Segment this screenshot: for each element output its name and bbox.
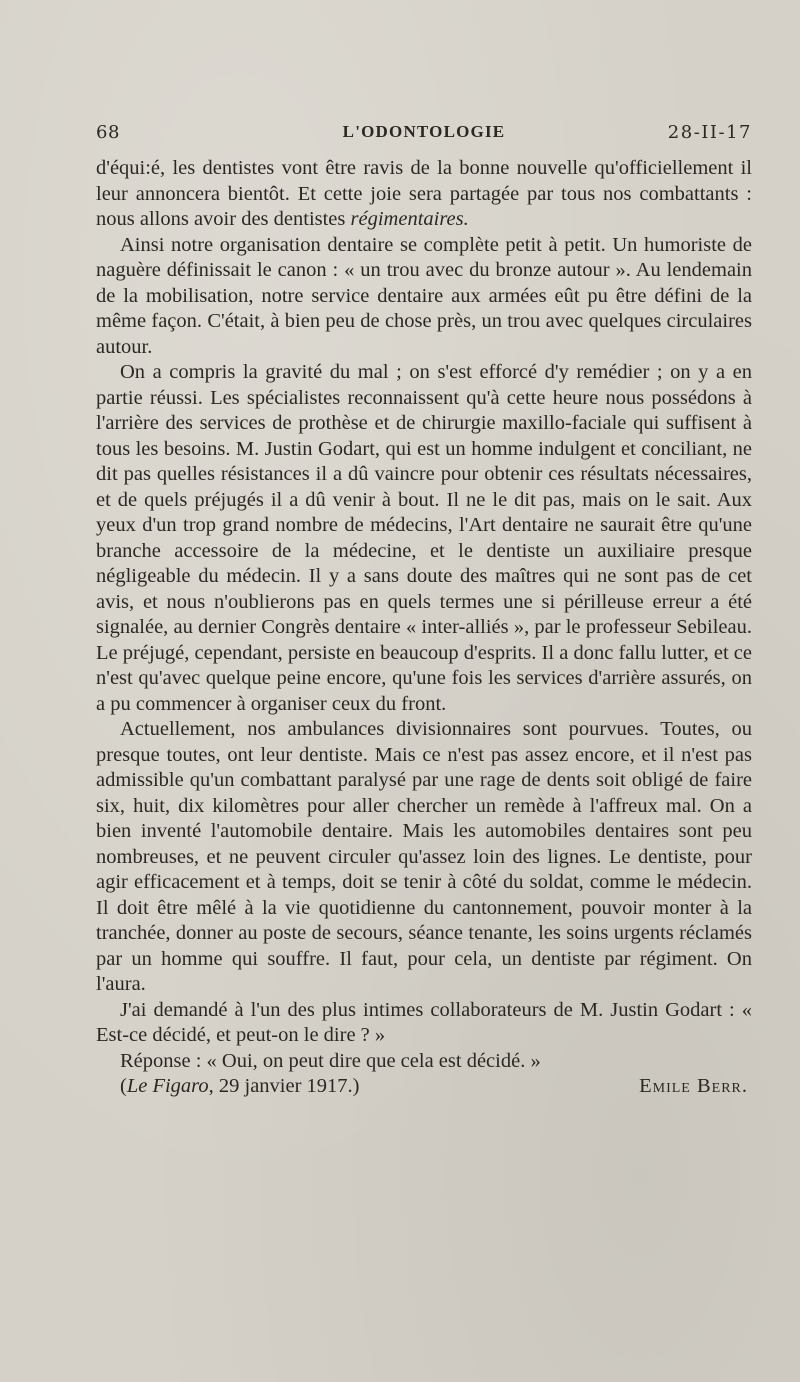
source-date: , 29 janvier 1917.): [208, 1075, 360, 1097]
paragraph-text: d'équi:é, les dentistes vont être ravis de la bonne nouvelle qu'officiellement il leur annoncera bientôt. Et cette joie sera partagée par tous nos combattants : nous allons avoir des dentistes: [96, 157, 752, 230]
paragraph: Actuellement, nos ambulances divisionnaires sont pourvues. Toutes, ou presque toutes, ont leur dentiste. Mais ce n'est pas assez encore, et il n'est pas admissible qu'un combattant paralysé par une rage de dents soit obligé de faire six, huit, dix kilomètres pour aller chercher un remède à l'affreux mal. On a bien inventé l'automobile dentaire. Mais les automobiles dentaires sont peu nombreuses, et ne peuvent circuler qu'assez loin des lignes. Le dentiste, pour agir efficacement et à temps, doit se tenir à côté du soldat, comme le médecin. Il doit être mêlé à la vie quotidienne du cantonnement, pouvoir monter à la tranchée, donner au poste de secours, séance tenante, les soins urgents réclamés par un homme qui souffre. Il faut, pour cela, un dentiste par régiment. On l'aura.: [96, 718, 752, 995]
issue-date: 28-II-17: [667, 122, 752, 143]
author-name: Emile Berr.: [639, 1075, 748, 1097]
paragraph-italic-text: régimentaires.: [350, 208, 469, 230]
journal-title: L'ODONTOLOGIE: [342, 122, 506, 141]
running-header: [96, 122, 752, 150]
signature-line: [96, 1074, 752, 1100]
paragraph: Réponse : « Oui, on peut dire que cela est décidé. »: [120, 1049, 541, 1072]
paragraph: J'ai demandé à l'un des plus intimes collaborateurs de M. Justin Godart : « Est-ce décidé, et peut-on le dire ? »: [96, 998, 752, 1046]
source-title: Le Figaro: [126, 1075, 209, 1097]
article-body: [96, 156, 752, 1100]
page-number: 68: [96, 122, 120, 143]
paragraph: On a compris la gravité du mal ; on s'est efforcé d'y remédier ; on y a en partie réussi. Les spécialistes reconnaissent qu'à cette heure nous possédons à l'arrière des services de prothèse et de chirurgie maxillo-faciale qui suffisent à tous les besoins. M. Justin Godart, qui est un homme indulgent et conciliant, ne dit pas quelles résistances il a dû vaincre pour obtenir ces résultats nécessaires, et de quels préjugés il a dû venir à bout. Il ne le dit pas, mais on le sait. Aux yeux d'un trop grand nombre de médecins, l'Art dentaire ne saurait être qu'une branche accessoire de la médecine, et le dentiste un auxiliaire presque négligeable du médecin. Il y a sans doute des maîtres qui ne sont pas de cet avis, et nous n'oublierons pas en quels termes une si périlleuse erreur a été signalée, au dernier Congrès dentaire « inter-alliés », par le professeur Sebileau. Le préjugé, cependant, persiste en beaucoup d'esprits. Il a donc fallu lutter, et ce n'est qu'avec quelque peine encore, qu'une fois les services d'arrière assurés, on a pu commencer à organiser ceux du front.: [96, 361, 752, 715]
citation-open-paren: (: [120, 1075, 127, 1097]
source-citation: [96, 1074, 360, 1100]
paragraph: [96, 156, 752, 233]
paragraph: Ainsi notre organisation dentaire se complète petit à petit. Un humoriste de naguère définissait le canon : « un trou avec du bronze autour ». Au lendemain de la mobilisation, notre service dentaire aux armées eût pu être défini de la même façon. C'était, à bien peu de chose près, un trou avec quelques circulaires autour.: [96, 233, 752, 358]
